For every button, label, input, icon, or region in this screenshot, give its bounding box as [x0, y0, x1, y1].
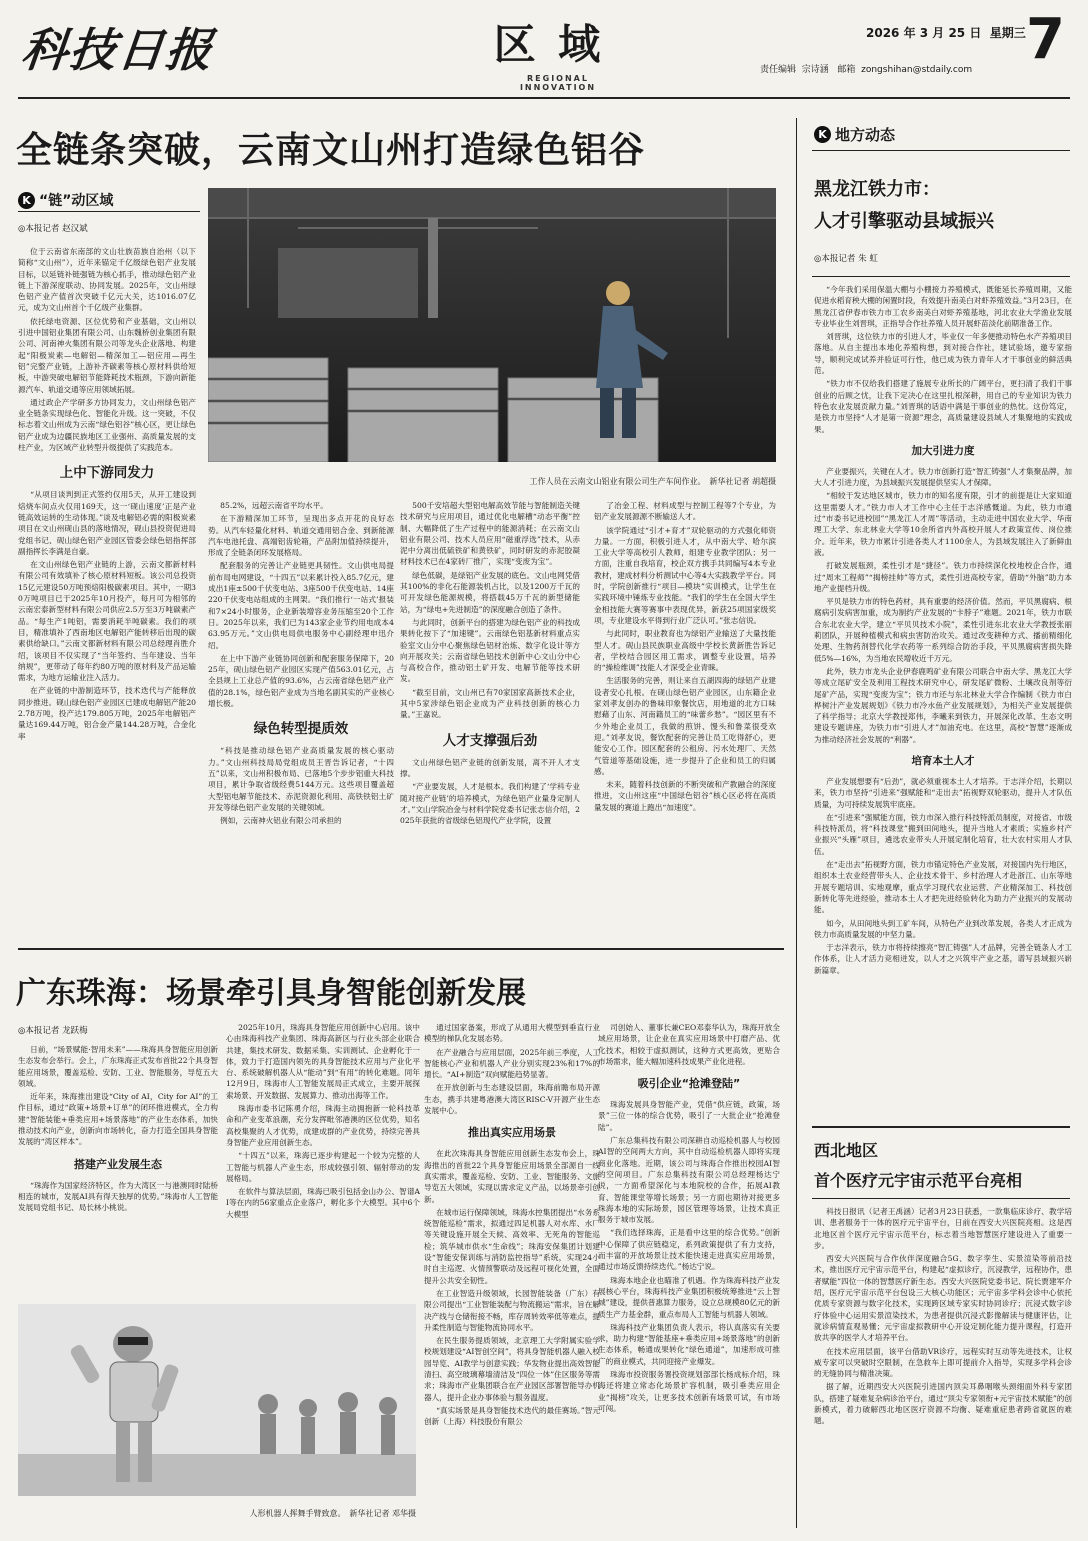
- paragraph: “十四五”以来，珠海已逐步构建起一个较为完整的人工智能与机器人产业生态，形成较强引领、辐射带动的发展格局。: [226, 1151, 420, 1183]
- paragraph: 产业要振兴，关键在人才。铁力市创新打造“智汇铸强”人才集聚品牌，加大人才引进力度，为县域振兴发展提供坚实人才保障。: [814, 466, 1072, 488]
- masthead: [0, 0, 1088, 100]
- tag-underline: [18, 211, 200, 212]
- paragraph: 此外，铁力市龙头企业伊春鹿鸣矿业有限公司联合中南大学、黑龙江大学等成立尾矿安全及利用工程技术研究中心，研发尾矿微粉、土壤改良剂等衍尾矿产品，实现“变废为宝”；铁力市还与东北林业大学合作编制《铁力市白桦树汁产业发展规划》《铁力市冷水鱼产业发展规划》，为相关产业发展提供了科学指导；北京大学教授郑伟，李曦来到铁力，开展深化改革、生态文明建设专题讲座，为铁力市“引进人才”加油充电。在这里，高校“智慧”逐渐成为推动经济社会发展的“利器”。: [814, 666, 1072, 744]
- article2-col4: [598, 1022, 780, 1508]
- paragraph: 在民生服务提质领域，北京理工大学附属实验学校规划建设“AI智创空间”，将具身智能机器人融入校园导览、AI教学与创意实践；华发物业提出高效智能清扫、高空玻璃幕墙清洁及“四位一体”住区服务等需求；珠海市产业集团联合在产业园区部署智能导办机器人，提升企业办事体验与服务温度。: [424, 1336, 600, 1402]
- article1-photo-caption: 工作人员在云南文山铝业有限公司生产车间作业。 新华社记者 胡超摄: [529, 477, 776, 486]
- date: 2026 年 3 月 25 日: [866, 26, 982, 40]
- sidebar-section-tag: [814, 124, 895, 145]
- weekday: 星期三: [989, 26, 1026, 40]
- paragraph: “截至目前，文山州已有70家国家高新技术企业，其中5家涉绿色铝企业成为产业科技创新的核心力量。”王嘉说。: [400, 687, 580, 720]
- paragraph: 珠海科技产业集团负责人表示，将认真落实有关要求，助力构建“智能基座+垂类应用+场景落地”的创新生态体系，畅通成果转化“绿色通道”，加速形成可推广的商业模式，共同迎接产业爆发。: [598, 1322, 780, 1366]
- article1-byline: ◎本报记者 赵汉斌: [18, 224, 88, 234]
- paragraph: 司创始人、董事长兼CEO邓泰华认为，珠海开放全域应用场景，让企业在真实应用场景中打磨产品、优化技术，相较于虚拟测试，这种方式更高效，更贴合市场需求，能大幅加速科技成果产业化进程。: [598, 1023, 780, 1066]
- paragraph: 打破发展瓶颈，柔性引才是“捷径”。铁力市持续深化校地校企合作，通过“周末工程师”“揭榜挂帅”等方式，柔性引进高校专家，借助“外脑”助力本地产业提档升级。: [814, 561, 1072, 593]
- paragraph: 该学院通过“引才+育才”双轮驱动的方式强化师资力量。一方面，积极引进人才，从中南大学、哈尔滨工业大学等高校引人教师，组建专业教学团队；另一方面，注重自我培育，校企双方携手共同编写4本专业教材，建成材料分析测试中心等4大实践教学平台。同时，学院创新推行“项目—模块”实训模式，让学生在实践环境中锤炼专业技能。“我们的学生在全国大学生金相技能大赛等赛事中表现优异，新获25项国家级奖项，专业建设水平得到行业广泛认可。”张志信说。: [594, 525, 776, 625]
- paragraph: 通过国家备案，形成了从通用大模型到垂直行业模型的梯队化发展态势。: [424, 1023, 600, 1044]
- paragraph: 科技日报讯（记者王禹涵）记者3月23日获悉，一款集临床诊疗、教学培训、患者服务于一体的医疗元宇宙平台，日前在西安大兴医院亮相。这是西北地区首个医疗元宇宙示范平台，标志着当地智慧医疗建设进入了重要一步。: [814, 1207, 1072, 1250]
- paragraph: 500千安培超大型铝电解高效节能与智能制造关键技术研究与应用项目，通过优化电解槽“动态平衡”控制、大幅降低了生产过程中的能源消耗；在云南文山铝业有限公司、技术人员应用“磁重浮选”技术，从赤泥中分离出低硫铁矿和黄铁矿，同时研发的赤泥胶凝材料技术已在4家砖厂推广，实现“变废为宝”。: [400, 501, 580, 567]
- paragraph: 在下游精深加工环节，呈现出多点开花的良好态势。从汽车轻量化材料、轨道交通用铝合金、到新能源汽车电池托盘、高端铝齿轮箱，产品附加值持续提升，形成了全链条闭环发展格局。: [208, 514, 394, 558]
- paragraph: 平贝是铁力市的特色药材，具有重要的经济价值。然而，平贝黑腐病、根腐病引发病害加重，成为制约产业发展的“卡脖子”难题。2021年，铁力市联合东北农业大学，建立“平贝贝技术小院”，柔性引进东北农业大学教授张丽莉团队，开展种植模式和病虫害防治攻关。通过改变耕种方式、播前精细化处理、生物药剂替代化学农药等一系列综合防治手段，平贝黑腐病害损失降低5%—16%，为当地农民增收近千万元。: [814, 597, 1072, 663]
- page-number: 7: [1026, 7, 1065, 72]
- article2-col1: [18, 1044, 218, 1304]
- brief-headline: 首个医疗元宇宙示范平台亮相: [814, 1171, 1023, 1190]
- newspaper-logo: 科技日报: [18, 23, 217, 77]
- paragraph: “珠海作为国家经济特区，作为大湾区一与港澳同时陆桥相连的城市，发展AI具有得天独厚的优势。”珠海市人工智能发展局党组书记、局长林小桃说。: [18, 1180, 218, 1213]
- sidebar-body: [814, 284, 1072, 1124]
- subheading: 搭建产业发展生态: [74, 1157, 162, 1171]
- paragraph: 绿色低碳，是绿铝产业发展的底色。文山电网凭借其100%的非化石能源装机占比，以及1200万千瓦的可开发绿色能源规模，将搭载45万千瓦的新型储能站，为“绿电+先进制造”的深度融合创造了条件。: [400, 570, 580, 614]
- paragraph: 在城市运行保障领域，珠海水控集团提出“水务系统智能巡检”需求，拟通过四足机器人对水库、水厂等关键设施开展全天候、高效率、无死角的智能巡检；筑华城市供水“生命线”；珠海安保集团计划建设“智能安保训练与消防监控指导”系统，实现24小时自主巡逻、火情预警联动及远程可视化处置，全面提升公共安全韧性。: [424, 1207, 600, 1285]
- article2-byline: ◎本报记者 龙跃梅: [18, 1026, 88, 1036]
- aluminum-workshop-photo: [208, 188, 776, 462]
- paragraph: “产业要发展，人才是根本。我们构建了‘学科专业随对接产业链’的培养模式，为绿色铝产业量身定制人才。”文山学院冶金与材料学院党委书记张志信介绍，2025年获批的省级绿色铝现代产业学院，设置: [400, 782, 580, 826]
- paragraph: 产业发展想要有“后劲”，就必须重视本土人才培养。于志洋介绍，长期以来，铁力市坚持“引进来”强赋能和“走出去”拓视野双轮驱动，提升人才队伍质量，为可持续发展筑牢底座。: [814, 776, 1072, 809]
- paragraph: 在此次珠海具身智能应用创新生态发布会上，珠海推出的首批22个具身智能应用场景全部源自一线真实需求，覆盖巡检、安防、工业、智能服务、文旅导览五大领域，实现以需求定义产品，以场景牵引创新。: [424, 1149, 600, 1204]
- paragraph: 依托绿电资源、区位优势和产业基础，文山州以引进中国铝业集团有限公司、山东魏桥创业集团有限公司、河南神火集团有限公司等龙头企业落地、构建起“阳极炭素—电解铝—精深加工—铝应用—再生铝”完整产业链，上游补齐碳素等核心原材料供给短板，中游突破电解铝节能降耗技术瓶颈，下游向新能源汽车、轨道交通等应用领域拓展。: [18, 316, 196, 394]
- paragraph: 在开放创新与生态建设层面，珠海前瞻布局开源生态，携手共建粤港澳大湾区RISC-V开源产业生态发展中心。: [424, 1083, 600, 1116]
- article1-col4: [594, 500, 776, 886]
- article2-photo-caption: 人形机器人挥舞手臂致意。 新华社记者 邓华摄: [249, 1509, 416, 1518]
- paragraph: 在软件与算法层面，珠海已吸引包括金山办公、智谱AI等在内的56家重点企业落户，孵化多个大模型。其中6个大模型: [226, 1187, 420, 1219]
- paragraph: “从项目谈判到正式签约仅用5天，从开工建设到焙烧车间点火仅用169天，这一‘砚山速度’正是产业链高效运转的生动体现。”谈及电解铝必需的阳极炭素项目在文山州砚山县的落地情况，砚山县投资促进局党组书记、砚山绿色铝产业园区管委会绿色铝指挥部副指挥长李满是自豪。: [18, 490, 196, 556]
- brief-headline-rule: [812, 1198, 1070, 1199]
- paragraph: 珠海市投资服务署投资规划部部长杨成标介绍，珠海还将建立常态化场景扩容机制，吸引垂类应用企业“揭榜”攻关，让更多技术创新有场景可试，有市场可闯。: [598, 1370, 780, 1413]
- paragraph: “真实场景是具身智能技术迭代的最佳赛场。”智元创新（上海）科技股份有限公: [424, 1405, 600, 1427]
- article2-headline: 广东珠海：场景牵引具身智能创新发展: [16, 976, 526, 1011]
- paragraph: 未来，随着科技创新的不断突破和产教融合的深度推进，文山州这座“中国绿色铝谷”核心区必将在高质量发展的赛道上跑出“加速度”。: [594, 780, 776, 812]
- k-badge-icon: K: [814, 126, 831, 143]
- subheading: 吸引企业“抢滩登陆”: [637, 1077, 741, 1091]
- article-divider: [18, 948, 784, 950]
- paragraph: 日前，“场景赋能·智用未来”——珠海具身智能应用创新生态发布会举行。会上，广东珠海正式发布首批22个具身智能应用场景，覆盖巡检、安防、工业、智能服务，导览五大领域。: [18, 1045, 218, 1088]
- paragraph: 文山州绿色铝产业链的创新发展，离不开人才支撑。: [400, 757, 580, 778]
- paragraph: 珠海本地企业也瞄准了机遇。作为珠海科技产业发展核心平台，珠海科技产业集团积极统筹推进“云上智城”建设，提供普惠算力服务，设立总规模80亿元的新质生产力基金群，重点布局人工智能与机器人领域。: [598, 1275, 780, 1319]
- paragraph: 例如，云南神火铝业有限公司承担的: [220, 816, 342, 826]
- issue-date: [866, 24, 1026, 41]
- sidebar-tag-label: 地方动态: [835, 126, 896, 144]
- paragraph: 2025年10月，珠海具身智能应用创新中心启用。该中心由珠海科技产业集团、珠海高新区与行业头部企业联合共建，集技术研发、数据采集、实训测试、企业孵化于一体，致力于打造国内领先的具身智能技术应用与产业化平台、系统破解机器人从“能动”到“有用”的转化难题。同年12月9日，珠海市人工智能发展局正式成立，主要开展探索场景、开发数据、发展算力、推动出海等工作。: [226, 1023, 420, 1100]
- paragraph: 广东总集科技有限公司深耕自动巡检机器人与校园AI智的空间两大方向，其中自动巡检机器人即将实现商业化落地。近期，该公司与珠海合作推出校园AI智的空间项目。广东总集科技有限公司总经理杨达宁说，一方面希望深化与本地院校的合作，拓展AI教育、智能课堂等增长场景；另一方面也期待对接更多珠海本地的实际场景，园区管理等场景，让技术真正服务于城市发展。: [598, 1136, 780, 1225]
- humanoid-robot-photo: [18, 1304, 416, 1496]
- editor-info: [760, 62, 972, 75]
- paragraph: 在上中下游产业链协同创新和配套服务保障下，2025年，砚山绿色铝产业园区实现产值563.01亿元，占全县规上工业总产值的93.6%，占云南省绿色铝产业产值的28.1%，绿色铝产业成为当地名副其实的产业核心增长极。: [208, 653, 394, 709]
- column-tag-label: “链”动区域: [39, 193, 114, 209]
- sidebar-headline-line2: 人才引擎驱动县域振兴: [814, 211, 994, 232]
- paragraph: 在“走出去”拓视野方面，铁力市锚定特色产业发展，对接国内先行地区，组织本土农业经营带头人、企业技术骨干、乡村治理人才赴浙江、山东等地开展专题培训、实地观摩，重点学习现代农业运营、产业精深加工、科技创新转化等先进经验，推动本土人才把先进经验转化为助力产业振兴的发展动能。: [814, 860, 1072, 915]
- article1-col2: [208, 500, 394, 886]
- paragraph: 西安大兴医院与合作伙伴深度融合5G、数字孪生、实景渲染等前沿技术，推出医疗元宇宙示范平台，构建起“虚拟诊疗，沉浸教学，远程协作，患者赋能”四位一体的智慧医疗新生态。西安大兴医院党委书记、院长贾建军介绍，医疗元宇宙示范平台包设三大核心功能区；元宇宙多学科会诊中心依托优质专家资源与数字化技术，实现跨区域专家实时协同诊疗；沉浸式数字诊疗体验中心运用实景渲染技术，为患者提供沉浸式影像解读与健康评估，让就诊病情直观易懂；元宇宙虚拟教研中心开设定制化能力提升课程，打造开放共享的医学人才培养平台。: [814, 1254, 1072, 1343]
- brief-region: 西北地区: [814, 1141, 879, 1160]
- email-address[interactable]: zongshihan@stdaily.com: [861, 65, 973, 75]
- paragraph: 在“引进来”强赋能方面，铁力市深入推行科技特派员制度，对接省、市级科技特派员，将“科技课堂”搬到田间地头，提升当地人才素质；实施乡村产业振兴“头雁”项目，遴选农业带头人开展定制化培育，壮大农村实用人才队伍。: [814, 812, 1072, 856]
- subheading: 人才支撑强后劲: [442, 732, 538, 749]
- subheading: 上中下游同发力: [59, 465, 155, 482]
- subheading: 推出真实应用场景: [468, 1126, 556, 1140]
- paragraph: 85.2%，远超云南省平均水平。: [220, 501, 328, 510]
- paragraph: “今年我们采用保温大棚与小棚接力养殖模式，既能延长养殖周期，又能促进水稻育秧大棚的闲置时段，有效提升南美白对虾养殖效益。”3月23日，在黑龙江省伊春市铁力市工农乡南美白对虾养殖基地，河北农业大学渔业发展专业毕业生刘晋琪，正指导合作社养殖人员开展虾苗淡化前期准备工作。: [814, 285, 1072, 328]
- paragraph: 近年来，珠海推出建设“City of AI，City for AI”的工作目标，通过“政策+场景+订单”的闭环推进模式，全力构建“智能装能+垂类应用+场景落地”的产业生态体系，加快推动技术向产业，创新向市场转化，奋力打造全国具身智能发展的“湾区样本”。: [18, 1092, 218, 1147]
- article1-col3: [400, 500, 580, 886]
- sidebar-divider: [796, 118, 797, 1528]
- paragraph: 与此同时，创新平台的搭建为绿色铝产业的科技成果转化按下了“加速键”。云南绿色铝基新材料重点实验室文山分中心聚焦绿色铝材治炼、数字化设计等方向开展攻关；云南省绿色铝技术创新中心文山分中心与高校合作，推动铝土矿开发、电解节能等技术研发。: [400, 617, 580, 684]
- sidebar-headline-line1: 黑龙江铁力市：: [814, 179, 940, 200]
- subheading: 加大引进力度: [911, 444, 975, 457]
- photo-illustration: [208, 188, 776, 462]
- paragraph: 珠海市委书记陈勇介绍，珠海主动拥抱新一轮科技革命和产业变革浪潮，充分发挥毗邻港澳的区位优势，知名高校集聚的人才优势，成建成群的产业优势，持续完善具身智能产业应用创新生态。: [226, 1104, 420, 1147]
- paragraph: 在产业链的中游制造环节，技术迭代与产能释放同步推进。砚山绿色铝产业园区已建成电解铝产能202.78万吨，投产达179.805万吨，2025年电解铝产量达169.44万吨，铝合金产量144.28万吨，合金化率: [18, 686, 196, 741]
- paragraph: 与此同时，职业教育也为绿铝产业输送了大量技能型人才。砚山县民族职业高级中学校长黄新胜告诉记者，学校结合园区用工需求，调整专业设置，培养的“操检维调”技能人才深受企业青睐。: [594, 629, 776, 673]
- article2-col3: [424, 1022, 600, 1508]
- paragraph: 配套服务的完善让产业链更具韧性。文山供电局提前布局电网建设，“十四五”以来累计投入85.7亿元，建成出1座±500千伏变电站、3座500千伏变电站、14座220千伏变电站组成的主网架。“我们推行‘一站式’报装和7×24小时服务，企业新装增容业务压缩至20个工作日。2025年以来，我们已为143家企业节约用电成本463.95万元。”文山供电局供电服务中心副经理申迅介绍。: [208, 561, 394, 650]
- paragraph: 在产业融合与应用层面，2025年前三季度，人工智能核心产业和机器人产业分别实现23%和17%的增长。“AI+制造”双向赋能趋势显著。: [424, 1047, 600, 1080]
- masthead-divider: [18, 97, 1070, 99]
- sidebar-byline: ◎本报记者 朱 虹: [814, 254, 878, 264]
- email-label: 邮箱: [837, 65, 856, 75]
- paragraph: 位于云南省东南部的文山壮族苗族自治州（以下简称“文山州”），近年来锚定千亿级绿色铝产业发展目标，以延链补链强链为核心抓手，推动绿色铝产业链上下游深度联动、协同发展。2025年，文山州绿色铝产业产值首次突破千亿元大关，达1016.07亿元，成为文山州首个千亿级产业集群。: [18, 247, 196, 313]
- editor-label: 责任编辑: [760, 65, 797, 75]
- editor-name: 宗诗涵: [801, 65, 829, 75]
- article1-col1: [18, 246, 196, 886]
- paragraph: 于志洋表示，铁力市将持续擦亮“智汇铸强”人才品牌，完善全链条人才工作体系，让人才活力竞相迸发，以人才之兴筑牢产业之基，谱写县域振兴崭新篇章。: [814, 943, 1072, 975]
- article2-col2: [226, 1022, 420, 1304]
- article1-column-tag: [18, 190, 113, 210]
- brief-body: [814, 1206, 1072, 1528]
- paragraph: 在工业智造升级领域，长园智能装备（广东）有限公司提出“工业智能装配与物流搬运”需求，旨在解决产线与仓储衔接不畅，库存周转效率低等难点，提升柔性制造与智能物流协同水平。: [424, 1288, 600, 1332]
- paragraph: 据了解，近期西安大兴医院引进国内顶尖耳鼻咽喉头颈细面外科专家团队，搭建了疑难复杂病诊治平台，通过“顶尖专家领衔+元宇宙技术赋能”的创新模式，着力破解西北地区医疗资源不均衡、疑难重症患者跨省就医的难题。: [814, 1382, 1072, 1426]
- brief-divider: [812, 1126, 1070, 1128]
- section-subtitle: REGIONAL INNOVATION: [519, 74, 597, 92]
- sidebar-tag-underline: [812, 150, 1070, 151]
- paragraph: 珠海发展具身智能产业，凭借“供应链，政策，场景”三位一体的综合优势，吸引了一大批企业“抢滩登陆”。: [598, 1100, 780, 1132]
- paragraph: 在技术应用层面，该平台借助VR诊疗，远程实时互动等先进技术，让权威专家可以突破时空限制，在急救车上即可提前介入指导，实现多学科会诊的无缝协同与精准决策。: [814, 1346, 1072, 1379]
- paragraph: “铁力市不仅给我们搭建了施展专业所长的广阔平台，更扫清了我们干事创业的后顾之忧，让我下定决心在这里扎根深耕，用自己的专业知识为铁力特色农业发展贡献力量。”刘晋琪的话语中满是干事创业的热忱。这份笃定，是铁力市坚持“人才是第一资源”理念，高质量建设县域人才集聚地的实践成果。: [814, 379, 1072, 434]
- paragraph: 在文山州绿色铝产业链的上游，云南文都新材料有限公司有效填补了核心原材料短板。该公司总投资15亿元建设50万吨预焙阳极碳素项目。其中，一期30万吨项目已于2025年10月投产，每月可为相邻的云南宏泰新型材料有限公司供应2.5万至3万吨碳素产品。“每生产1吨铝，需要消耗半吨碳素。我们的项目，精准填补了西南地区电解铝产能转移后出现的碳素供给缺口。”云南文都新材料有限公司总经理肖胜介绍，该项目不仅实现了“当年签约、当年建设、当年纳规”，更带动了每年约80万吨的原材料及产品运输需求，为地方运输业注入活力。: [18, 560, 196, 683]
- article1-headline: 全链条突破，云南文山州打造绿色铝谷: [16, 130, 646, 171]
- subheading: 培育本土人才: [911, 754, 975, 767]
- paragraph: 通过政企产学研多方协同发力，文山州绿色铝产业全链条实现绿色化、智能化升级。这一突破，不仅标志着文山州成为云南“绿色铝谷”核心区，更让绿色铝产业成为边疆民族地区工业强州、高质量发展的支柱产业，为区域产业转型升级提供了实践范本。: [18, 397, 196, 453]
- paragraph: 生活服务的完善，则让来自五湖四海的绿铝产业建设者安心扎根。在砚山绿色铝产业园区，山东籍企业家刘孝友创办的鲁味印象餐饮店，用地道的北方口味慰藉了山东、河南籍员工的“味蕾乡愁”。“园区里有不少外地企业员工，我做的煎饼、馒头和鲁菜很受欢迎。”刘孝友说，餐饮配套的完善让员工吃得舒心，更能安心工作。园区配套的公租房、污水处理厂、天然气管道等基础设施，进一步提升了企业和员工的归属感。: [594, 676, 776, 776]
- paragraph: 刘晋琪，这位铁力市的引进人才，毕业仅一年多便推动特色水产养殖项目落地。从自主提出本地化养殖构想，到对接合作社，建试验场，邀专家指导，顺利完成试养并验证可行性，他已成为铁力青年人才干事创业的鲜活典范。: [814, 332, 1072, 376]
- subheading: 绿色转型提质效: [253, 721, 349, 738]
- section-title: 区 域: [493, 20, 605, 69]
- sidebar-byline-rule: [812, 276, 1070, 277]
- k-badge-icon: K: [18, 192, 35, 209]
- paragraph: 了冶金工程、材料成型与控制工程等7个专业，为铝产业发展源源不断输送人才。: [594, 501, 776, 522]
- paragraph: “我们选择珠海，正是看中这里的综合优势。”创新中心保障了供应链稳定，系列政策提供了有力支持，而丰富的开放场景让技术能快速走进真实应用场景，通过市场反馈持续迭代。”杨达宁说。: [598, 1228, 780, 1272]
- paragraph: 如今，从田间地头到工矿车间，从特色产业到改革发展，各类人才正成为铁力市高质量发展的中坚力量。: [814, 918, 1072, 939]
- robot-illustration: [18, 1304, 416, 1496]
- paragraph: “科技是推动绿色铝产业高质量发展的核心驱动力。”文山州科技局局党组成员王晋告诉记者，“十四五”以来，文山州积极布局、已落地5个步步铝重大科技项目，累计争取省级经费5144万元。这些项目覆盖超大型铝电解节能技术、赤泥资源化利用、高铁铁铝土矿开发等绿色铝产业发展的关键领域。: [208, 746, 394, 812]
- paragraph: “相较于发达地区城市，铁力市的知名度有限，引才的前提是让大家知道这里需要人才。”铁力市人才工作中心主任于志洋感慨道。为此，铁力市通过“市委书记进校园”“黑龙江人才周”等活动，主动走进中国农业大学、华南理工大学、东北林业大学等10余所省内外高校开展人才政策宣传、岗位推介。近年来，铁力市累计引进各类人才1100余人，为县域发展注入了新鲜血液。: [814, 491, 1072, 557]
- sidebar-headline: [814, 174, 994, 238]
